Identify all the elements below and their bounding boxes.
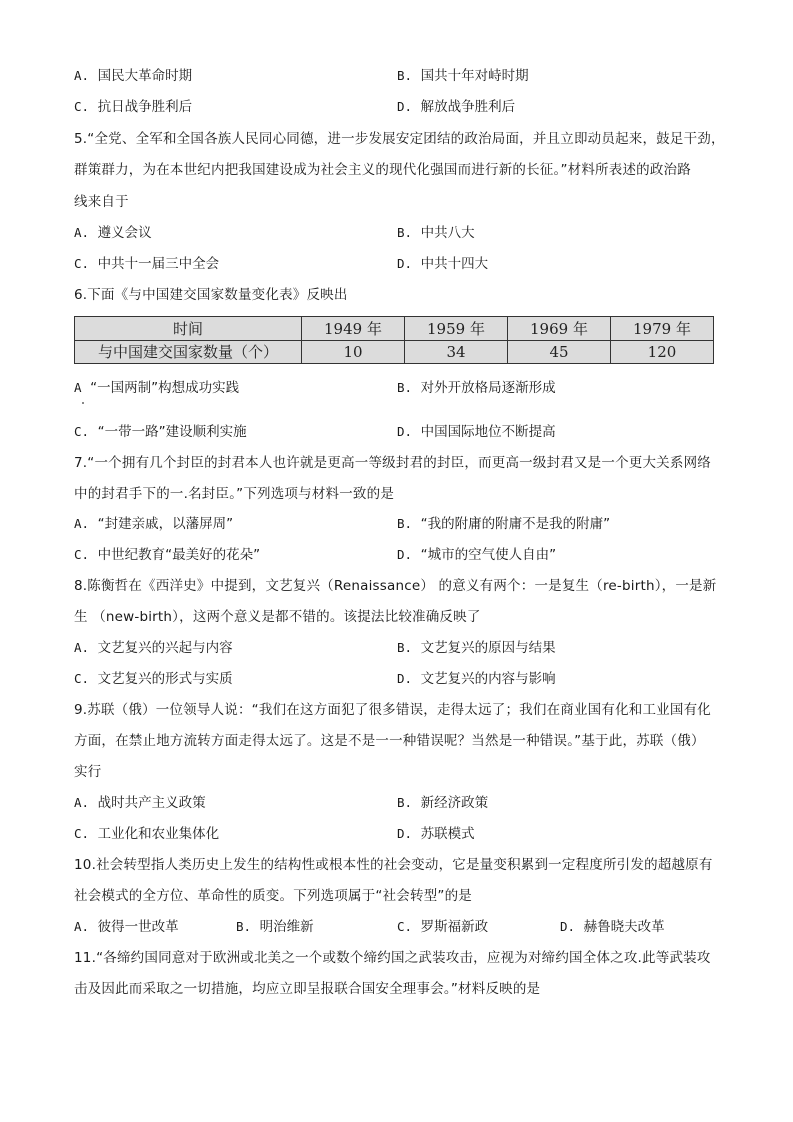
q7-stem-line1: 7.“一个拥有几个封臣的封君本人也许就是更高一等级封君的封臣，而更高一级封君又是一个更大关系网络: [74, 455, 711, 471]
q4-option-d: D. 解放战争胜利后: [397, 99, 516, 115]
q9-stem-line1: 9.苏联（俄）一位领导人说：“我们在这方面犯了很多错误，走得太远了；我们在商业国有化和工业国有化: [74, 702, 711, 718]
q10-option-a: A. 彼得一世改革: [74, 919, 179, 935]
q8-option-c: C. 文艺复兴的形式与实质: [74, 671, 233, 687]
q6-stem: 6.下面《与中国建交国家数量变化表》反映出: [74, 287, 348, 303]
q8-option-b: B. 文艺复兴的原因与结果: [397, 640, 556, 656]
q6-option-c: C. “一带一路”建设顺利实施: [74, 424, 247, 440]
q10-stem-line2: 社会模式的全方位、革命性的质变。下列选项属于“社会转型”的是: [74, 888, 472, 904]
q9-option-c: C. 工业化和农业集体化: [74, 826, 220, 842]
q10-option-c: C. 罗斯福新政: [397, 919, 489, 935]
table-year-cell: 1979 年: [611, 317, 714, 341]
table-row: [75, 317, 714, 341]
q9-stem-line2: 方面，在禁止地方流转方面走得太远了。这是不是一一种错误呢？当然是一种错误。”基于此，苏联（俄）: [74, 733, 705, 749]
q7-option-b: B. “我的附庸的附庸不是我的附庸”: [397, 516, 611, 532]
q5-option-a: A. 遵义会议: [74, 225, 152, 241]
q10-stem-line1: 10.社会转型指人类历史上发生的结构性或根本性的社会变动，它是量变积累到一定程度所引发的超越原有: [74, 857, 713, 873]
table-count-cell: 34: [405, 340, 508, 364]
q7-option-a: A. “封建亲戚，以藩屏周”: [74, 516, 234, 532]
table-year-cell: 1949 年: [302, 317, 405, 341]
q5-stem-line1: 5.“全党、全军和全国各族人民同心同德，进一步发展安定团结的政治局面，并且立即动员起来，鼓足干劲，: [74, 131, 725, 147]
table-year-cell: 1959 年: [405, 317, 508, 341]
q8-option-d: D. 文艺复兴的内容与影响: [397, 671, 556, 687]
table-count-cell: 45: [508, 340, 611, 364]
q6-option-a: A “一国两制”构想成功实践: [74, 380, 240, 396]
q4-option-a: A. 国民大革命时期: [74, 68, 193, 84]
table-row: [75, 340, 714, 364]
table-header-time: 时间: [75, 317, 302, 341]
q11-stem-line1: 11.“各缔约国同意对于欧洲或北美之一个或数个缔约国之武装攻击，应视为对缔约国全体之攻.此等武装攻: [74, 950, 711, 966]
q9-option-d: D. 苏联模式: [397, 826, 475, 842]
q6-data-table: [74, 316, 714, 364]
q6-option-d: D. 中国国际地位不断提高: [397, 424, 556, 440]
q8-stem-line1: 8.陈衡哲在《西洋史》中提到，文艺复兴（Renaissance） 的意义有两个：一是复生（re-birth），一是新: [74, 578, 717, 594]
scan-speck: [82, 402, 84, 404]
q8-option-a: A. 文艺复兴的兴起与内容: [74, 640, 233, 656]
table-year-cell: 1969 年: [508, 317, 611, 341]
q7-stem-line2: 中的封君手下的一.名封臣。”下列选项与材料一致的是: [74, 486, 395, 502]
q6-option-b: B. 对外开放格局逐渐形成: [397, 380, 556, 396]
q9-option-a: A. 战时共产主义政策: [74, 795, 206, 811]
q5-option-b: B. 中共八大: [397, 225, 475, 241]
q4-option-c: C. 抗日战争胜利后: [74, 99, 193, 115]
q5-stem-line3: 线来自于: [74, 194, 129, 210]
q5-stem-line2: 群策群力，为在本世纪内把我国建设成为社会主义的现代化强国而进行新的长征。”材料所表述的政治路: [74, 162, 691, 178]
q4-option-b: B. 国共十年对峙时期: [397, 68, 529, 84]
q9-option-b: B. 新经济政策: [397, 795, 489, 811]
q5-option-d: D. 中共十四大: [397, 256, 489, 272]
table-count-cell: 10: [302, 340, 405, 364]
q10-option-d: D. 赫鲁晓夫改革: [560, 919, 665, 935]
q7-option-d: D. “城市的空气使人自由”: [397, 547, 557, 563]
table-header-count: 与中国建交国家数量（个）: [75, 340, 302, 364]
q5-option-c: C. 中共十一届三中全会: [74, 256, 220, 272]
q11-stem-line2: 击及因此而采取之一切措施，均应立即呈报联合国安全理事会。”材料反映的是: [74, 981, 541, 997]
q7-option-c: C. 中世纪教育“最美好的花朵”: [74, 547, 261, 563]
table-count-cell: 120: [611, 340, 714, 364]
q8-stem-line2: 生 （new-birth），这两个意义是都不错的。该提法比较准确反映了: [74, 609, 481, 625]
q9-stem-line3: 实行: [74, 764, 102, 780]
q10-option-b: B. 明治维新: [236, 919, 314, 935]
